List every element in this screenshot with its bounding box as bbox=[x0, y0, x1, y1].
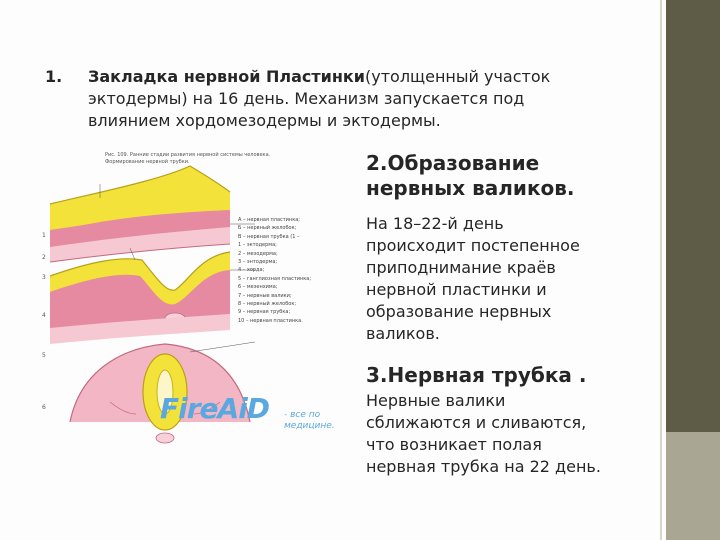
section-2-line: происходит постепенное bbox=[366, 236, 580, 255]
section-3-line: Нервные валики bbox=[366, 391, 506, 410]
figure-caption-line-2: Формирование нервной трубки. bbox=[105, 159, 190, 165]
item-1-line-2: эктодермы) на 16 день. Механизм запускается под bbox=[88, 89, 525, 108]
item-1-number: 1. bbox=[45, 67, 63, 86]
figure-legend-item: 6 – мезенхима; bbox=[238, 284, 278, 291]
figure-legend-item: 2 – мезодерма; bbox=[238, 250, 278, 257]
section-3-line: сближаются и сливаются, bbox=[366, 413, 587, 432]
figure-legend-item: 5 – ганглиозная пластинка; bbox=[238, 275, 312, 282]
section-2-line: образование нервных bbox=[366, 302, 552, 321]
watermark-tagline-line-1: - все по bbox=[284, 410, 321, 420]
section-2-line: нервной пластинки и bbox=[366, 280, 547, 299]
section-2-heading-line-2: нервных валиков. bbox=[366, 176, 575, 200]
figure-legend-item: Б – нервный желобок; bbox=[238, 225, 297, 232]
figure-legend-item: А – нервная пластинка; bbox=[238, 217, 300, 223]
embryology-figure bbox=[40, 152, 340, 452]
figure-legend-item: 4 – хорда; bbox=[238, 267, 265, 274]
figure-legend-item: 9 – нервная трубка; bbox=[238, 309, 291, 316]
item-1-line-1 bbox=[88, 66, 598, 88]
section-2-text bbox=[366, 213, 636, 345]
panel-neural-plate bbox=[50, 166, 230, 262]
figure-legend-item: 10 – нервная пластинка. bbox=[238, 317, 303, 324]
figure-side-number: 4 bbox=[42, 312, 46, 319]
watermark-logo: FireAiD bbox=[160, 392, 270, 425]
figure-legend-item: 1 – эктодерма; bbox=[238, 242, 277, 249]
watermark-tagline bbox=[284, 410, 335, 432]
side-divider-line bbox=[660, 0, 662, 540]
item-1-line-3: влиянием хордомезодермы и эктодермы. bbox=[88, 111, 441, 130]
panel-neural-groove bbox=[50, 252, 230, 344]
section-3-line: нервная трубка на 22 день. bbox=[366, 457, 601, 476]
item-1-line-1-rest: (утолщенный участок bbox=[365, 67, 551, 86]
section-2-heading-line-1: 2.Образование bbox=[366, 151, 540, 175]
figure-side-number: 2 bbox=[42, 254, 46, 261]
section-3-text bbox=[366, 390, 636, 478]
section-3-line: что возникает полая bbox=[366, 435, 542, 454]
section-2-line: приподнимание краёв bbox=[366, 258, 556, 277]
section-3-heading: 3.Нервная трубка . bbox=[366, 363, 587, 387]
figure-legend-item: 7 – нервные валики; bbox=[238, 292, 292, 299]
figure-side-number: 3 bbox=[42, 274, 46, 281]
figure-side-number: 5 bbox=[42, 352, 46, 359]
figure-legend bbox=[238, 216, 311, 325]
watermark-tagline-line-2: медицине. bbox=[284, 421, 335, 431]
figure-caption-line-1: Рис. 109. Ранние стадии развития нервной системы человека. bbox=[105, 152, 271, 158]
section-2-line: валиков. bbox=[366, 324, 440, 343]
figure-side-number: 6 bbox=[42, 404, 46, 411]
item-1-bold-title: Закладка нервной Пластинки bbox=[88, 67, 365, 86]
figure-legend-item: 3 – энтодерма; bbox=[238, 259, 278, 266]
figure-legend-item: 8 – нервный желобок; bbox=[238, 301, 297, 308]
section-2-line: На 18–22-й день bbox=[366, 214, 504, 233]
item-1-text bbox=[88, 66, 598, 132]
figure-side-number: 1 bbox=[42, 232, 46, 239]
section-2-heading bbox=[366, 151, 626, 201]
side-accent-bar-light bbox=[666, 432, 720, 540]
figure-legend-item: В – нервная трубка (1 – bbox=[238, 233, 300, 240]
